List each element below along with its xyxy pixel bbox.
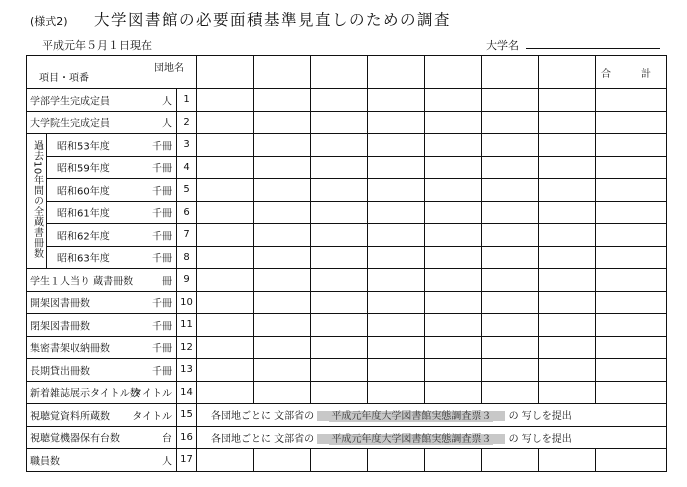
- data-cell[interactable]: [254, 336, 311, 359]
- row-number: 9: [177, 269, 197, 292]
- row-label: 学部学生完成定員: [30, 96, 110, 108]
- row-unit: タイトル: [132, 388, 172, 400]
- row-number: 14: [177, 381, 197, 404]
- row-label: 視聴覚資料所蔵数: [30, 411, 110, 423]
- row-number: 7: [177, 224, 197, 247]
- row-label-cell: [47, 224, 177, 247]
- table-row: [27, 381, 667, 404]
- row-unit: 千冊: [152, 253, 172, 265]
- total-cell[interactable]: [596, 134, 667, 157]
- row-unit: 千冊: [152, 163, 172, 175]
- data-cell[interactable]: [425, 314, 482, 337]
- data-cell[interactable]: [425, 111, 482, 134]
- row-number: 12: [177, 336, 197, 359]
- row-unit: 千冊: [152, 298, 172, 310]
- table-row: [27, 291, 667, 314]
- data-cell[interactable]: [368, 449, 425, 472]
- row-number: 13: [177, 359, 197, 382]
- data-cell[interactable]: [425, 89, 482, 112]
- data-cell[interactable]: [254, 449, 311, 472]
- total-cell[interactable]: [596, 449, 667, 472]
- row-number: 1: [177, 89, 197, 112]
- data-cell[interactable]: [482, 89, 539, 112]
- row-label: 昭和62年度: [57, 231, 110, 243]
- total-cell[interactable]: [596, 111, 667, 134]
- data-cell[interactable]: [482, 111, 539, 134]
- survey-date: 平成元年５月１日現在: [42, 39, 152, 52]
- data-cell[interactable]: [311, 201, 368, 224]
- table-row: [27, 336, 667, 359]
- total-cell[interactable]: [596, 179, 667, 202]
- row-unit: タイトル: [132, 411, 172, 423]
- survey-table: [26, 55, 667, 472]
- row-label-cell: [27, 89, 177, 112]
- data-cell[interactable]: [197, 269, 254, 292]
- data-cell[interactable]: [254, 381, 311, 404]
- data-cell[interactable]: [482, 359, 539, 382]
- row-unit: 千冊: [152, 208, 172, 220]
- row-label-cell: [47, 156, 177, 179]
- org-column-7[interactable]: [539, 56, 596, 89]
- data-cell[interactable]: [539, 156, 596, 179]
- row-unit: 千冊: [152, 321, 172, 333]
- row-label: 昭和63年度: [57, 253, 110, 265]
- row-label: 大学院生完成定員: [30, 118, 110, 130]
- table-row: [27, 224, 667, 247]
- total-cell[interactable]: [596, 381, 667, 404]
- data-cell[interactable]: [254, 201, 311, 224]
- row-unit: 千冊: [152, 366, 172, 378]
- group-label: 過去10年間の全蔵書冊数: [31, 140, 43, 259]
- note-survey-name: 平成元年度大学図書館実態調査票３: [331, 433, 492, 445]
- data-cell[interactable]: [425, 201, 482, 224]
- table-row: [27, 179, 667, 202]
- data-cell[interactable]: [254, 224, 311, 247]
- data-cell[interactable]: [539, 449, 596, 472]
- note-survey-name: 平成元年度大学図書館実態調査票３: [331, 411, 492, 423]
- row-unit: 台: [162, 433, 172, 445]
- row-label: 新着雑誌展示タイトル数: [30, 388, 140, 400]
- row-label-cell: [27, 426, 177, 449]
- data-cell[interactable]: [311, 449, 368, 472]
- total-cell[interactable]: [596, 269, 667, 292]
- data-cell[interactable]: [368, 111, 425, 134]
- data-cell[interactable]: [425, 336, 482, 359]
- data-cell[interactable]: [482, 336, 539, 359]
- data-cell[interactable]: [425, 179, 482, 202]
- data-cell[interactable]: [197, 201, 254, 224]
- row-unit: 千冊: [152, 141, 172, 153]
- org-column-1[interactable]: [197, 56, 254, 89]
- group-label-cell: [27, 134, 47, 269]
- data-cell[interactable]: [539, 111, 596, 134]
- data-cell[interactable]: [539, 291, 596, 314]
- note-suffix: の 写しを提出: [508, 411, 572, 423]
- row-number: 5: [177, 179, 197, 202]
- data-cell[interactable]: [368, 314, 425, 337]
- row-unit: 冊: [162, 276, 172, 288]
- page-title: 大学図書館の必要面積基準見直しのための調査: [94, 11, 452, 29]
- row-number: 2: [177, 111, 197, 134]
- data-cell[interactable]: [254, 156, 311, 179]
- data-cell[interactable]: [368, 336, 425, 359]
- data-cell[interactable]: [197, 336, 254, 359]
- data-cell[interactable]: [368, 201, 425, 224]
- org-column-2[interactable]: [254, 56, 311, 89]
- data-cell[interactable]: [482, 314, 539, 337]
- row-number: 8: [177, 246, 197, 269]
- data-cell[interactable]: [368, 89, 425, 112]
- table-row: [27, 111, 667, 134]
- org-column-3[interactable]: [311, 56, 368, 89]
- data-cell[interactable]: [254, 134, 311, 157]
- header-item-cell: [27, 56, 197, 89]
- data-cell[interactable]: [311, 134, 368, 157]
- data-cell[interactable]: [539, 201, 596, 224]
- row-unit: 人: [162, 96, 172, 108]
- row-number: 17: [177, 449, 197, 472]
- data-cell[interactable]: [311, 224, 368, 247]
- data-cell[interactable]: [539, 246, 596, 269]
- row-unit: 人: [162, 118, 172, 130]
- form-number: (様式2): [30, 15, 68, 28]
- data-cell[interactable]: [539, 381, 596, 404]
- data-cell[interactable]: [197, 246, 254, 269]
- data-cell[interactable]: [482, 449, 539, 472]
- data-cell[interactable]: [539, 134, 596, 157]
- data-cell[interactable]: [482, 179, 539, 202]
- row-label: 集密書架収納冊数: [30, 343, 110, 355]
- row-label: 昭和59年度: [57, 163, 110, 175]
- table-row: [27, 134, 667, 157]
- row-label: 昭和61年度: [57, 208, 110, 220]
- title-row: [30, 8, 670, 30]
- note-prefix: 各団地ごとに 文部省の: [211, 411, 315, 423]
- data-cell[interactable]: [311, 381, 368, 404]
- data-cell[interactable]: [254, 359, 311, 382]
- data-cell[interactable]: [311, 246, 368, 269]
- data-cell[interactable]: [539, 269, 596, 292]
- data-cell[interactable]: [368, 134, 425, 157]
- data-cell[interactable]: [425, 269, 482, 292]
- data-cell[interactable]: [368, 359, 425, 382]
- university-name-field[interactable]: [526, 48, 660, 49]
- org-column-6[interactable]: [482, 56, 539, 89]
- data-cell[interactable]: [425, 291, 482, 314]
- row-label-cell: [27, 336, 177, 359]
- row-label: 昭和60年度: [57, 186, 110, 198]
- row-number: 16: [177, 426, 197, 449]
- data-cell[interactable]: [425, 246, 482, 269]
- data-cell[interactable]: [482, 246, 539, 269]
- row-label-cell: [27, 404, 177, 427]
- total-cell[interactable]: [596, 314, 667, 337]
- row-label-cell: [27, 269, 177, 292]
- total-cell[interactable]: [596, 224, 667, 247]
- note-suffix: の 写しを提出: [508, 433, 572, 445]
- org-column-4[interactable]: [368, 56, 425, 89]
- total-cell[interactable]: [596, 246, 667, 269]
- instruction-note: [197, 426, 667, 449]
- total-cell[interactable]: [596, 156, 667, 179]
- data-cell[interactable]: [197, 224, 254, 247]
- data-cell[interactable]: [425, 381, 482, 404]
- data-cell[interactable]: [311, 269, 368, 292]
- data-cell[interactable]: [254, 89, 311, 112]
- row-label-cell: [27, 449, 177, 472]
- header-org-label: 団地名: [154, 63, 184, 74]
- data-cell[interactable]: [311, 359, 368, 382]
- table-row: [27, 449, 667, 472]
- data-cell[interactable]: [425, 359, 482, 382]
- table-row: [27, 314, 667, 337]
- data-cell[interactable]: [311, 179, 368, 202]
- data-cell[interactable]: [311, 156, 368, 179]
- data-cell[interactable]: [368, 291, 425, 314]
- row-label: 開架図書冊数: [30, 298, 90, 310]
- data-cell[interactable]: [368, 224, 425, 247]
- table-row: [27, 359, 667, 382]
- table-row: [27, 404, 667, 427]
- data-cell[interactable]: [197, 291, 254, 314]
- table-row: [27, 269, 667, 292]
- data-cell[interactable]: [368, 179, 425, 202]
- redaction-mark: [493, 434, 505, 444]
- data-cell[interactable]: [482, 381, 539, 404]
- total-cell[interactable]: [596, 291, 667, 314]
- row-label-cell: [27, 291, 177, 314]
- data-cell[interactable]: [539, 224, 596, 247]
- data-cell[interactable]: [311, 336, 368, 359]
- data-cell[interactable]: [254, 179, 311, 202]
- row-label-cell: [47, 179, 177, 202]
- note-prefix: 各団地ごとに 文部省の: [211, 433, 315, 445]
- data-cell[interactable]: [539, 179, 596, 202]
- data-cell[interactable]: [368, 246, 425, 269]
- university-name-label: 大学名: [486, 39, 519, 52]
- row-label: 閉架図書冊数: [30, 321, 90, 333]
- data-cell[interactable]: [425, 156, 482, 179]
- data-cell[interactable]: [368, 156, 425, 179]
- data-cell[interactable]: [425, 134, 482, 157]
- row-number: 3: [177, 134, 197, 157]
- row-label: 職員数: [30, 456, 60, 468]
- table-row: [27, 89, 667, 112]
- data-cell[interactable]: [539, 336, 596, 359]
- data-cell[interactable]: [539, 359, 596, 382]
- data-cell[interactable]: [311, 89, 368, 112]
- row-number: 10: [177, 291, 197, 314]
- data-cell[interactable]: [197, 179, 254, 202]
- row-unit: 人: [162, 456, 172, 468]
- total-cell[interactable]: [596, 89, 667, 112]
- row-label: 昭和53年度: [57, 141, 110, 153]
- row-number: 11: [177, 314, 197, 337]
- table-row: [27, 156, 667, 179]
- data-cell[interactable]: [311, 111, 368, 134]
- data-cell[interactable]: [368, 381, 425, 404]
- data-cell[interactable]: [311, 291, 368, 314]
- data-cell[interactable]: [482, 269, 539, 292]
- row-label-cell: [47, 134, 177, 157]
- data-cell[interactable]: [482, 134, 539, 157]
- row-label: 学生１人当り 蔵書冊数: [30, 276, 134, 288]
- data-cell[interactable]: [482, 156, 539, 179]
- row-label: 視聴覚機器保有台数: [30, 433, 120, 445]
- header-item-label: 項目・項番: [39, 73, 89, 84]
- data-cell[interactable]: [197, 449, 254, 472]
- data-cell[interactable]: [482, 224, 539, 247]
- row-unit: 千冊: [152, 231, 172, 243]
- data-cell[interactable]: [425, 449, 482, 472]
- redaction-mark: [493, 411, 505, 421]
- table-row: [27, 246, 667, 269]
- data-cell[interactable]: [197, 156, 254, 179]
- data-cell[interactable]: [254, 111, 311, 134]
- data-cell[interactable]: [482, 291, 539, 314]
- data-cell[interactable]: [539, 314, 596, 337]
- data-cell[interactable]: [311, 314, 368, 337]
- data-cell[interactable]: [254, 291, 311, 314]
- data-cell[interactable]: [368, 269, 425, 292]
- row-number: 15: [177, 404, 197, 427]
- data-cell[interactable]: [425, 224, 482, 247]
- data-cell[interactable]: [254, 246, 311, 269]
- total-cell[interactable]: [596, 336, 667, 359]
- row-label-cell: [47, 246, 177, 269]
- row-unit: 千冊: [152, 343, 172, 355]
- row-label-cell: [47, 201, 177, 224]
- org-column-5[interactable]: [425, 56, 482, 89]
- row-number: 6: [177, 201, 197, 224]
- instruction-note: [197, 404, 667, 427]
- data-cell[interactable]: [197, 134, 254, 157]
- row-unit: 千冊: [152, 186, 172, 198]
- data-cell[interactable]: [197, 359, 254, 382]
- data-cell[interactable]: [197, 314, 254, 337]
- data-cell[interactable]: [197, 381, 254, 404]
- total-cell[interactable]: [596, 201, 667, 224]
- data-cell[interactable]: [539, 89, 596, 112]
- table-row: [27, 201, 667, 224]
- row-number: 4: [177, 156, 197, 179]
- row-label: 長期貸出冊数: [30, 366, 90, 378]
- table-row: [27, 426, 667, 449]
- total-cell[interactable]: [596, 359, 667, 382]
- redaction-mark: [317, 411, 329, 421]
- data-cell[interactable]: [197, 89, 254, 112]
- row-label-cell: [27, 381, 177, 404]
- row-label-cell: [27, 314, 177, 337]
- data-cell[interactable]: [482, 201, 539, 224]
- data-cell[interactable]: [254, 269, 311, 292]
- row-label-cell: [27, 359, 177, 382]
- total-header: 合 計: [596, 56, 667, 89]
- data-cell[interactable]: [197, 111, 254, 134]
- data-cell[interactable]: [254, 314, 311, 337]
- row-label-cell: [27, 111, 177, 134]
- redaction-mark: [317, 434, 329, 444]
